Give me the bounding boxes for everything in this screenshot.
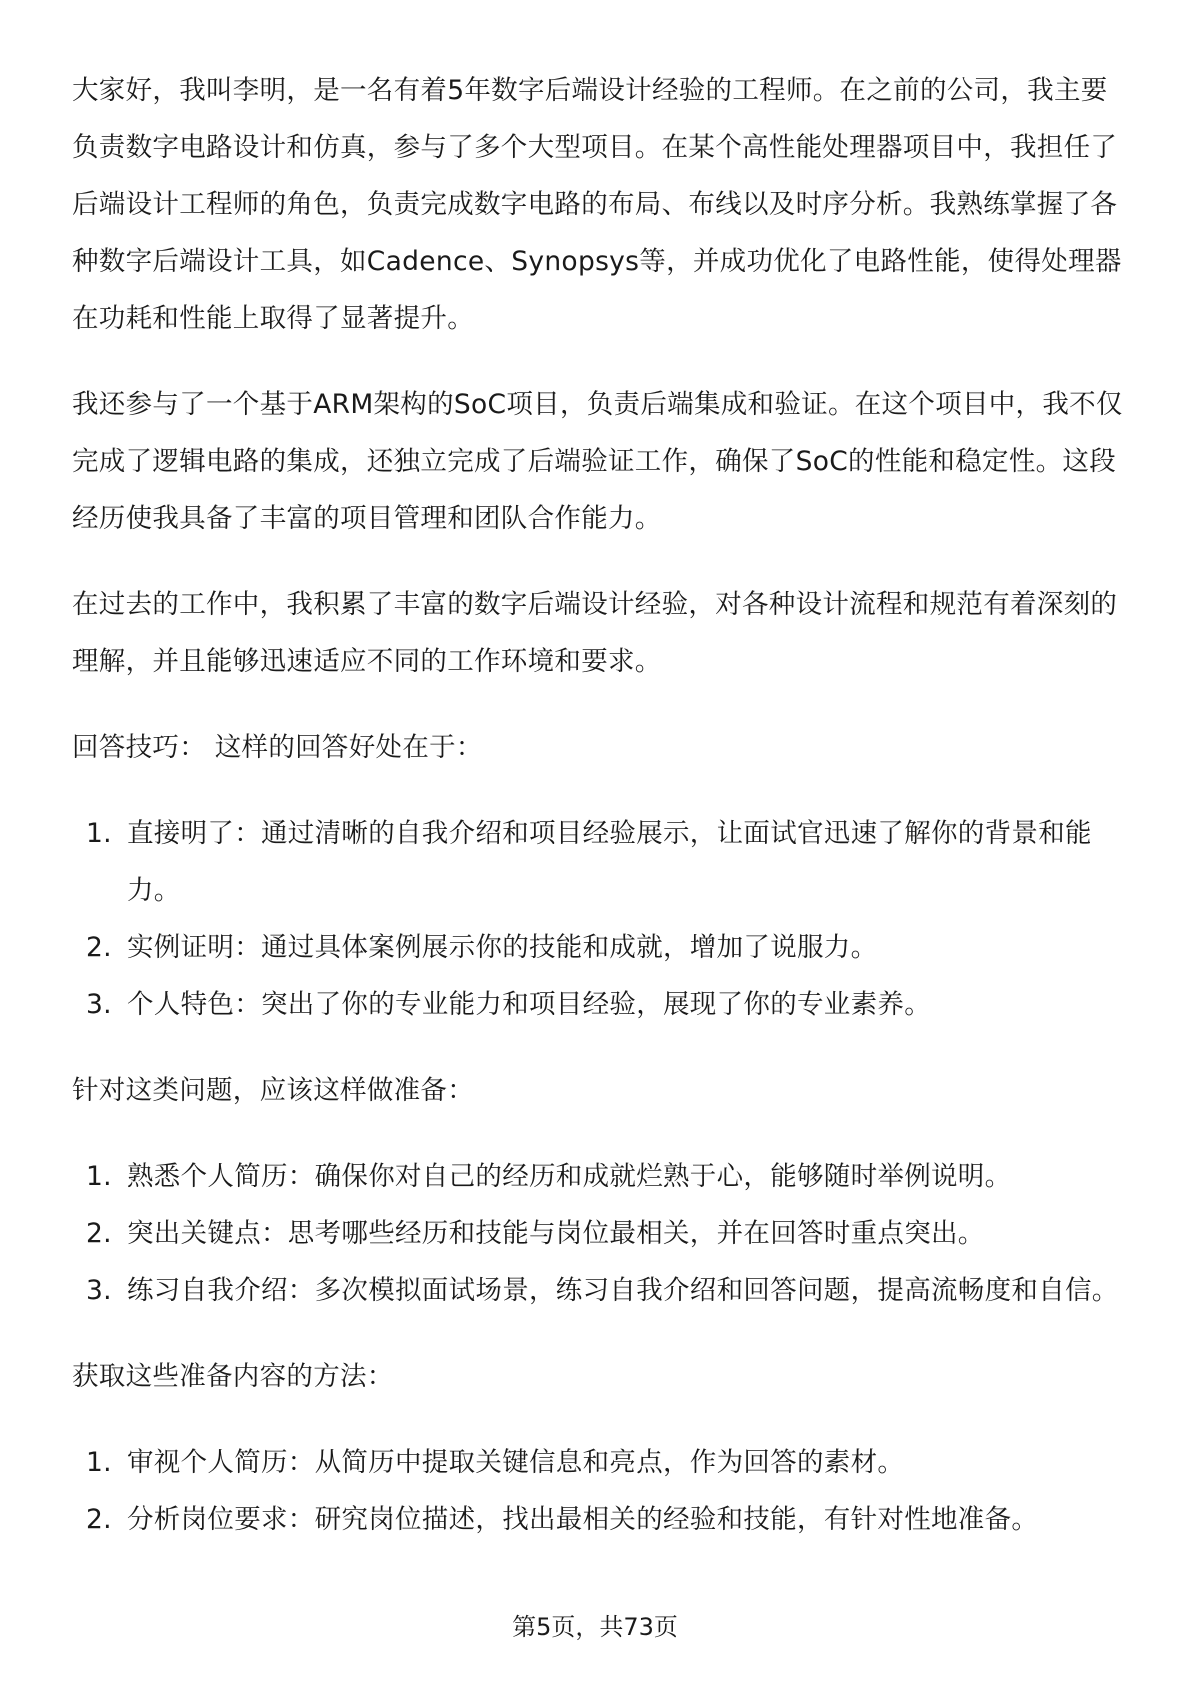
intro-paragraph-2: 我还参与了一个基于ARM架构的SoC项目，负责后端集成和验证。在这个项目中，我不仅完成了逻辑电路的集成，还独立完成了后端验证工作，确保了SoC的性能和稳定性。这段经历使我具备了丰富的项目管理和团队合作能力。 [72,389,1123,534]
list-item-text: 练习自我介绍：多次模拟面试场景，练习自我介绍和回答问题，提高流畅度和自信。 [127,1275,1119,1306]
list-number: 3. [86,1275,112,1306]
list-number: 1. [86,1161,112,1192]
list-number: 2. [86,1218,112,1249]
methods-heading: 获取这些准备内容的方法： [72,1361,394,1392]
page-content [72,62,1124,1577]
list-item-text: 实例证明：通过具体案例展示你的技能和成就，增加了说服力。 [127,932,878,963]
list-item-text: 个人特色：突出了你的专业能力和项目经验，展现了你的专业素养。 [127,989,931,1020]
list-item [72,919,1124,976]
list-item-text: 突出关键点：思考哪些经历和技能与岗位最相关，并在回答时重点突出。 [127,1218,985,1249]
list-item [72,976,1124,1033]
list-number: 2. [86,1504,112,1535]
prepare-heading: 针对这类问题，应该这样做准备： [72,1075,474,1106]
prepare-list [72,1148,1124,1319]
methods-list [72,1434,1124,1548]
intro-paragraph-3: 在过去的工作中，我积累了丰富的数字后端设计经验，对各种设计流程和规范有着深刻的理解，并且能够迅速适应不同的工作环境和要求。 [72,589,1118,677]
list-item-text: 分析岗位要求：研究岗位描述，找出最相关的经验和技能，有针对性地准备。 [127,1504,1039,1535]
list-item-text: 直接明了：通过清晰的自我介绍和项目经验展示，让面试官迅速了解你的背景和能力。 [127,818,1092,906]
tips-list [72,805,1124,1033]
list-item [72,805,1124,919]
list-number: 1. [86,818,112,849]
page-number: 第5页，共73页 [512,1613,678,1641]
list-item [72,1148,1124,1205]
list-number: 1. [86,1447,112,1478]
list-item [72,1491,1124,1548]
list-number: 2. [86,932,112,963]
list-item [72,1205,1124,1262]
list-number: 3. [86,989,112,1020]
list-item [72,1262,1124,1319]
list-item-text: 审视个人简历：从简历中提取关键信息和亮点，作为回答的素材。 [127,1447,905,1478]
intro-paragraph-1: 大家好，我叫李明，是一名有着5年数字后端设计经验的工程师。在之前的公司，我主要负责数字电路设计和仿真，参与了多个大型项目。在某个高性能处理器项目中，我担任了后端设计工程师的角色，负责完成数字电路的布局、布线以及时序分析。我熟练掌握了各种数字后端设计工具，如Cadence、Synopsys等，并成功优化了电路性能，使得处理器在功耗和性能上取得了显著提升。 [72,75,1122,334]
list-item-text: 熟悉个人简历：确保你对自己的经历和成就烂熟于心，能够随时举例说明。 [127,1161,1012,1192]
tips-heading: 回答技巧： 这样的回答好处在于： [72,732,483,763]
list-item [72,1434,1124,1491]
